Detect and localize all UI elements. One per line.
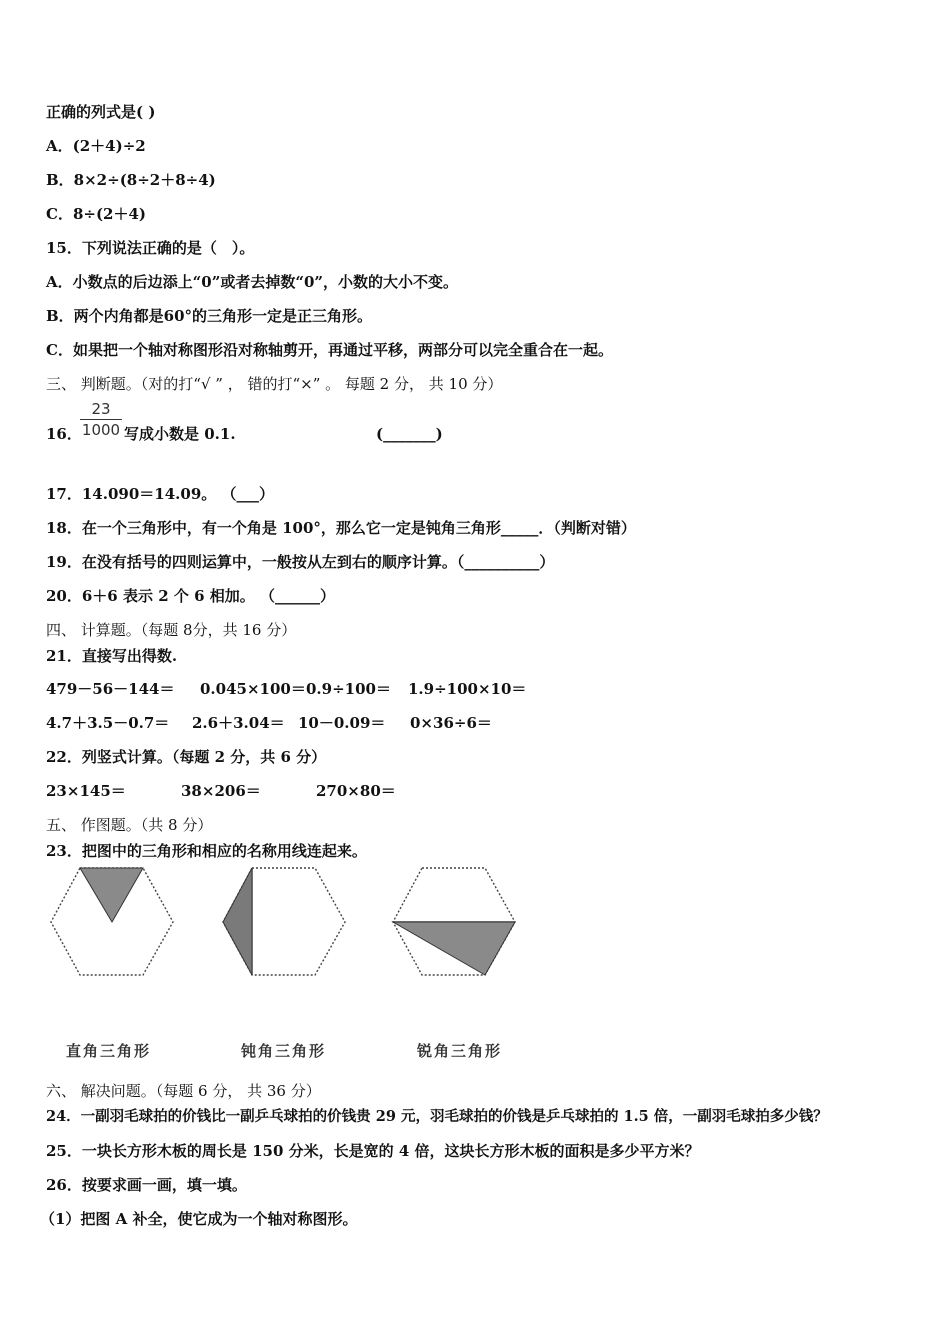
hexagon-figure-1 [46,864,178,980]
q22-item-1: 23×145＝ [46,782,126,800]
q15-option-b: B．两个内角都是60°的三角形一定是正三角形。 [46,307,373,325]
q16-number: 16． [46,425,82,443]
q14-option-b: B．8×2÷(8÷2＋8÷4) [46,171,216,189]
section3-title: 三、 判断题。（对的打“√ ” ， 错的打“×” 。 每题 2 分， 共 10 分） [46,375,503,393]
q17-text: 17．14.090＝14.09。 （___） [46,485,274,503]
q16-text: 写成小数是 0.1. [124,425,236,443]
q21-expr-6: 2.6＋3.04＝ [192,714,285,732]
q26-part1: （1）把图 A 补全，使它成为一个轴对称图形。 [40,1210,358,1228]
shaded-triangle [393,922,515,975]
q15-option-a: A．小数点的后边添上“0”或者去掉数“0”，小数的大小不变。 [46,273,459,291]
label-obtuse-triangle[interactable]: 钝角三角形 [241,1042,327,1060]
q25-text: 25．一块长方形木板的周长是 150 分米，长是宽的 4 倍，这块长方形木板的面积是多少平方米？ [46,1142,700,1160]
q16-fraction-denominator: 1000 [81,421,121,439]
fraction-bar [80,419,122,420]
label-acute-triangle[interactable]: 锐角三角形 [417,1042,503,1060]
section4-title: 四、 计算题。（每题 8分，共 16 分） [46,621,297,639]
shaded-triangle [80,868,143,922]
section5-title: 五、 作图题。（共 8 分） [46,816,213,834]
label-right-triangle[interactable]: 直角三角形 [66,1042,152,1060]
q16-fraction-numerator: 23 [91,400,111,418]
q21-expr-8: 0×36÷6＝ [410,714,492,732]
q22-item-2: 38×206＝ [181,782,261,800]
q15-option-c: C．如果把一个轴对称图形沿对称轴剪开，再通过平移，两部分可以完全重合在一起。 [46,341,613,359]
q21-expr-7: 10－0.09＝ [298,714,386,732]
q21-expr-5: 4.7＋3.5－0.7＝ [46,714,170,732]
q21-expr-3: 0.9÷100＝ [306,680,391,698]
hexagon-figure-2 [218,864,350,980]
q16-blank[interactable]: (_______) [376,425,443,443]
q14-option-a: A．(2＋4)÷2 [46,137,146,155]
q22-item-3: 270×80＝ [316,782,396,800]
q24-text: 24．一副羽毛球拍的价钱比一副乒乓球拍的价钱贵 29 元，羽毛球拍的价钱是乒乓球拍的 1.5 倍，一副羽毛球拍多少钱？ [46,1108,828,1125]
q23-stem: 23．把图中的三角形和相应的名称用线连起来。 [46,842,367,860]
q21-stem: 21．直接写出得数. [46,647,178,665]
q21-expr-1: 479－56－144＝ [46,680,175,698]
hexagon-figure-3 [388,864,520,980]
q14-stem: 正确的列式是( ) [46,103,156,121]
section6-title: 六、 解决问题。（每题 6 分， 共 36 分） [46,1082,321,1100]
q16-fraction [80,400,122,439]
q22-stem: 22．列竖式计算。（每题 2 分，共 6 分） [46,748,327,766]
q19-text: 19．在没有括号的四则运算中，一般按从左到右的顺序计算。（__________） [46,553,555,571]
q14-option-c: C．8÷(2＋4) [46,205,147,223]
q26-stem: 26．按要求画一画，填一填。 [46,1176,247,1194]
shaded-triangle [223,868,252,975]
q18-text: 18．在一个三角形中，有一个角是 100°，那么它一定是钝角三角形_____．（判断对错） [46,519,636,537]
q20-text: 20．6＋6 表示 2 个 6 相加。 （______） [46,587,335,605]
q21-expr-4: 1.9÷100×10＝ [408,680,527,698]
q21-expr-2: 0.045×100＝ [200,680,306,698]
q15-stem: 15．下列说法正确的是（ ）。 [46,239,255,257]
